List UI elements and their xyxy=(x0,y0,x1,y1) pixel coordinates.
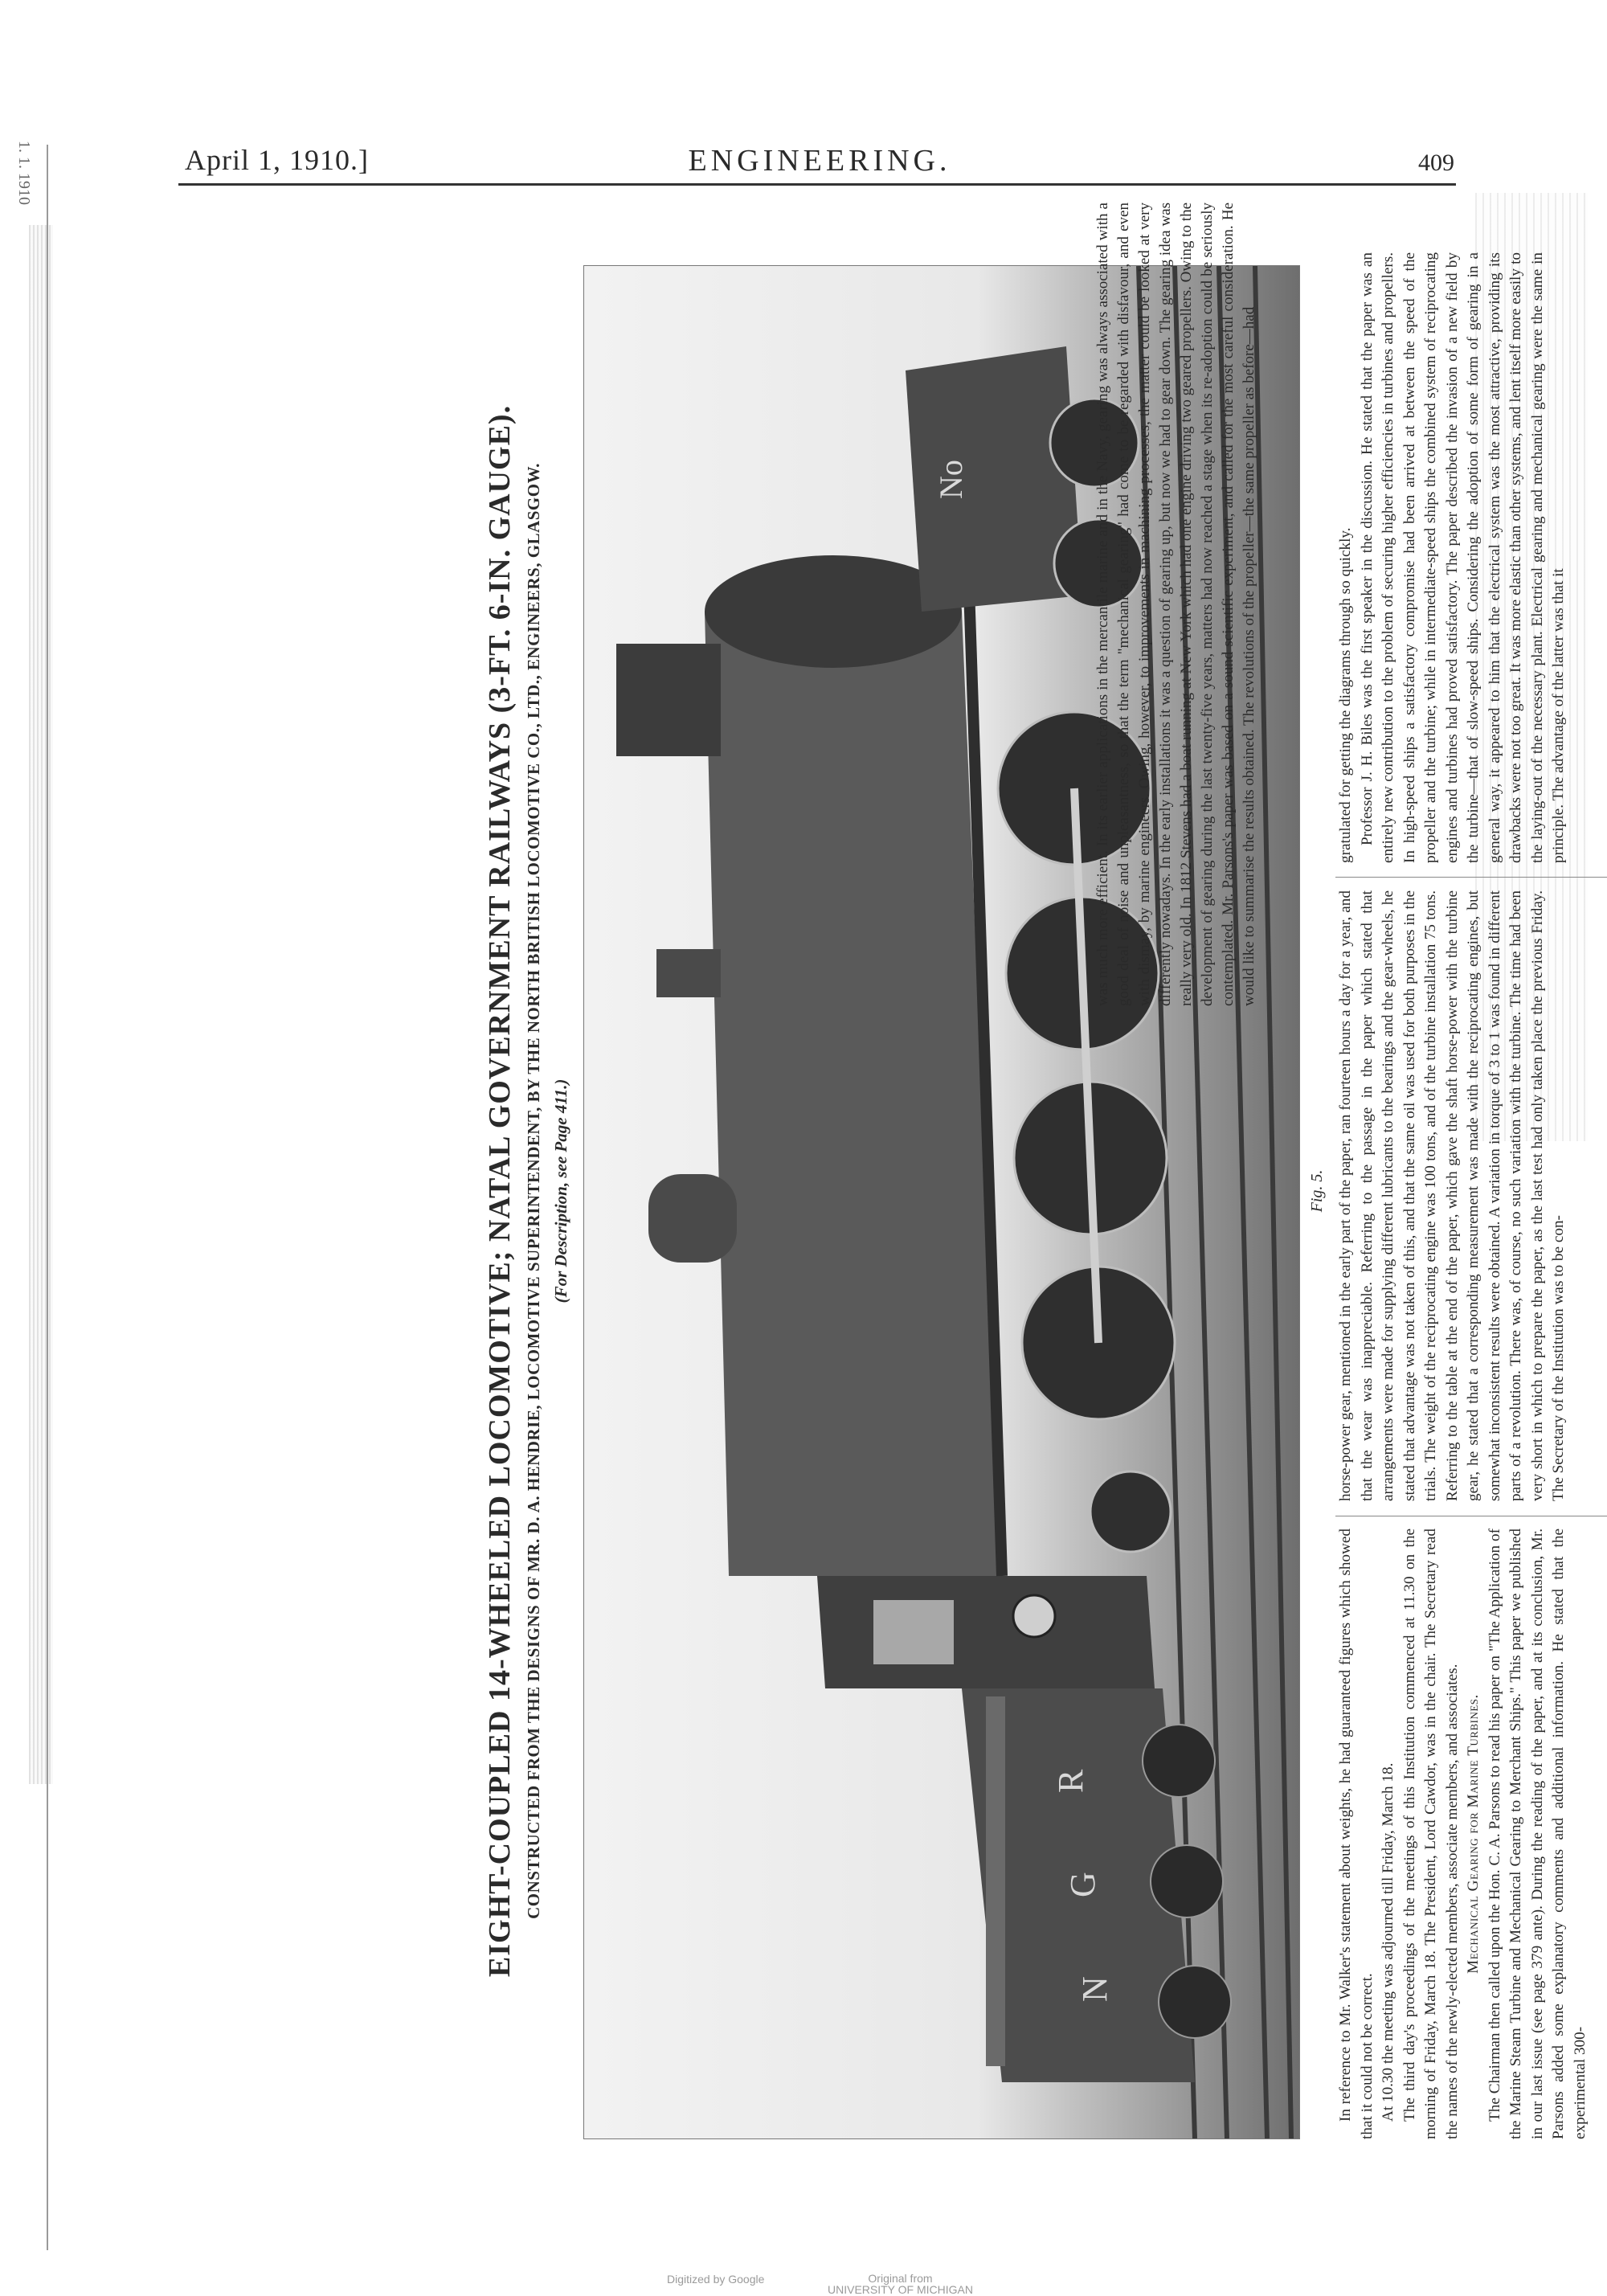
cab xyxy=(817,1576,1155,1688)
header-journal-title: ENGINEERING. xyxy=(688,144,951,178)
tender-letter-n: N xyxy=(1075,1976,1114,2002)
rotated-article xyxy=(482,186,1607,2196)
binding-gutter xyxy=(0,0,56,2296)
text-column-4 xyxy=(1093,203,1430,1006)
institution-label: UNIVERSITY OF MICHIGAN xyxy=(828,2283,973,2296)
original-source xyxy=(828,2273,973,2295)
running-header xyxy=(185,143,1454,188)
boiler xyxy=(616,555,1002,1576)
paragraph: At 10.30 the meeting was adjourned till Friday, March 18. xyxy=(1380,1762,1396,2122)
paragraph: gratulated for getting the diagrams through so quickly. xyxy=(1337,527,1354,863)
tender-letter-r: R xyxy=(1051,1769,1090,1793)
article-subtitle: CONSTRUCTED FROM THE DESIGNS OF MR. D. A. HENDRIE, LOCOMOTIVE SUPERINTENDENT, BY THE NORTH BRITISH LOCOMOTIVE CO., LTD., ENGINEERS, GLASGOW. xyxy=(524,463,543,1919)
number-plate: No xyxy=(933,460,969,499)
article-title: EIGHT-COUPLED 14-WHEELED LOCOMOTIVE; NATAL GOVERNMENT RAILWAYS (3-FT. 6-IN. GAUGE). xyxy=(483,404,517,1978)
section-heading: Mechanical Gearing for Marine Turbines. xyxy=(1465,1694,1482,1974)
paragraph: In reference to Mr. Walker's statement about weights, he had guaranteed figures which showed that it could not be correct. xyxy=(1337,1529,1376,2139)
header-page-number: 409 xyxy=(1418,149,1454,176)
gutter-line xyxy=(47,145,48,2250)
original-from-label: Original from xyxy=(868,2272,933,2285)
paragraph: The Chairman then called upon the Hon. C. A. Parsons to read his paper on "The Application of the Marine Steam Turbine and Mechanical Gearing to Merchant Ships." This paper we published in our last issue (see page 379 ante). During the reading of the paper, and at its conclusion, Mr. Parsons added some explanatory comments and additional information. He stated that the experimental 300- xyxy=(1486,1529,1589,2139)
tender-letter-g: G xyxy=(1063,1872,1102,1897)
text-column-4-wrapper xyxy=(1094,198,1422,1010)
figure-caption: Fig. 5. xyxy=(1308,1169,1326,1213)
header-date: April 1, 1910.] xyxy=(185,144,369,176)
paragraph: horse-power gear, mentioned in the early part of the paper, ran fourteen hours a day for a year, and that the wear was inappreciable. Referring to the passage in the paper which stated that arrangements were made for supplying different lubricants to the bearings and the gear-wheels, he stated that advantage was not taken of this, and that the same oil was used for both purposes in the trials. The weight of the reciprocating engine was 100 tons, and of the turbine installation 75 tons. Referring to the table at the end of the paper, which gave the shaft horse-power with the turbine gear, he stated that a corresponding measurement was made with the reciprocating engines, but somewhat inconsistent results were obtained. A variation in torque of 3 to 1 was found in different parts of a revolution. There was, of course, no such variation with the turbine. The time had been very short in which to prepare the paper, as the last test had only taken place the previous Friday. The Secretary of the Institution was to be con- xyxy=(1337,890,1567,1501)
digitized-credit: Digitized by Google xyxy=(667,2273,765,2286)
paragraph: The third day's proceedings of the meetings of this Institution commenced at 11.30 on the morning of Friday, March 18. The President, Lord Cawdor, was in the chair. The Secretary read the names of the newly-elected members, associate members, and associates. xyxy=(1401,1529,1461,2139)
gutter-text-strip xyxy=(29,225,53,1784)
paragraph: Professor J. H. Biles was the first speaker in the discussion. He stated that the paper was an entirely new contribution to the problem of securing higher efficiencies in turbines and propellers. In high-speed ships a satisfactory compromise had been arrived at between the speed of the propeller and the turbine; while in intermediate-speed ships the combined system of reciprocating engines and turbines had proved satisfactory. The paper described the invasion of a new field by the turbine—that of slow-speed ships. Considering the adoption of some form of gearing in a general way, it appeared to him that the electrical system was the most attractive, providing its drawbacks were not too great. It was more elastic than other systems, and lent itself more easily to the laying-out of the necessary plant. Electrical gearing and mechanical gearing were the same in principle. The advantage of the latter was that it xyxy=(1358,252,1567,863)
description-reference: (For Description, see Page 411.) xyxy=(551,1078,570,1304)
paragraph: was much more efficient. In its earlier applications in the mercantile marine and in the Navy, gearing was always associated with a good deal of noise and unpleasantness, so that the term "mechanical gearing" had come to be regarded with disfavour, and even with dismay, by marine engineers. Owing, however, to improvements in machining processes, the matter could be looked at very differently nowadays. In the early installations it was a question of gearing up, but now we had to gear down. The gearing idea was really very old. In 1812 Stevens had a boat running at New York which had one engine driving two geared propellers. Owing to the development of gearing during the last twenty-five years, matters had now reached a stage when its re-adoption could be seriously contemplated. Mr. Parsons's paper was based on a sound scientific experiment, and called for the most careful consideration. He would like to summarise the results obtained. The revolutions of the propeller—the same propeller as before—had xyxy=(1094,203,1257,1006)
header-rule xyxy=(178,183,1456,186)
text-column-1 xyxy=(1335,1529,1607,2139)
gutter-date-mark: 1. 1. 1910 xyxy=(15,141,33,205)
